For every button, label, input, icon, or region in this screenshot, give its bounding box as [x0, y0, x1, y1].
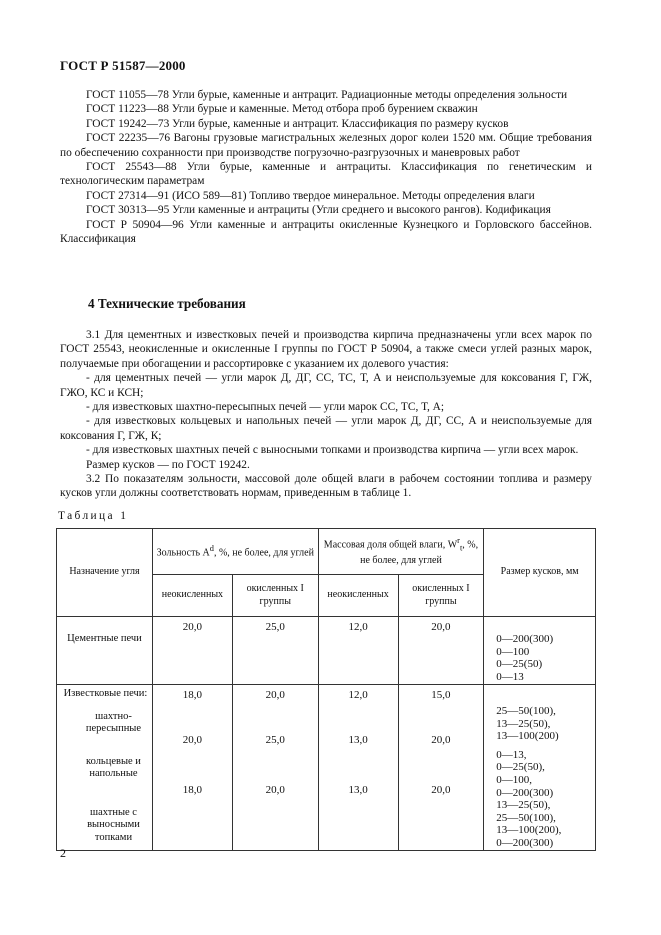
header-purpose: Назначение угля: [57, 529, 153, 617]
size-value: 0—200(300): [496, 836, 554, 849]
value: 25,0: [265, 733, 285, 746]
reference-item: ГОСТ 30313—95 Угли каменные и антрациты (Угли среднего и высокого рангов). Кодификация: [86, 204, 551, 217]
value: 20,0: [182, 733, 203, 746]
cell-ash-non: 20,0: [152, 617, 232, 685]
value: 18,0: [182, 784, 203, 796]
cell-moist-ox: [398, 685, 484, 851]
size-value: 25—50(100),: [496, 705, 556, 717]
cell-ash-non: [152, 685, 232, 851]
cell-sizes: [484, 685, 596, 851]
reference-item: ГОСТ 25543—88 Угли бурые, каменные и антрациты. Классификация по генетическим и технологическим параметрам: [60, 161, 592, 188]
value: 20,0: [265, 784, 285, 796]
paragraph: 3.2 По показателям зольности, массовой доле общей влаги в рабочем состоянии топлива и размеру кусков угли должны соответствовать нормам, приведенным в таблице 1.: [60, 473, 592, 500]
row-name: шахтные с выносными топками: [87, 806, 140, 843]
header-moisture-non-oxidized: неокисленных: [318, 575, 398, 617]
header-moisture-oxidized: окисленных I группы: [398, 575, 484, 617]
size-value: 25—50(100),: [496, 811, 556, 824]
normative-references: [60, 88, 592, 246]
size-value: 0—200(300): [496, 786, 554, 799]
section-title: 4 Технические требования: [88, 296, 246, 311]
size-value: 0—25(50),: [496, 761, 545, 774]
size-value: 0—25(50): [496, 658, 543, 671]
value: 13,0: [348, 733, 368, 746]
cell-moist-non: 12,0: [318, 617, 398, 685]
header-ash-oxidized: окисленных I группы: [232, 575, 318, 617]
value: 20,0: [265, 689, 285, 701]
value: 18,0: [182, 689, 203, 701]
table-caption: Таблица 1: [58, 510, 129, 522]
header-ash-prefix: Зольность A: [156, 547, 210, 559]
value: 15,0: [431, 689, 451, 701]
size-value: 0—13: [496, 670, 524, 683]
row-group-lime-kilns: [57, 685, 153, 851]
header-ash-suffix: , %, не более, для углей: [213, 547, 314, 559]
document-header: ГОСТ Р 51587—2000: [60, 58, 186, 73]
value: 20,0: [431, 784, 451, 796]
reference-item: ГОСТ 11055—78 Угли бурые, каменные и антрацит. Радиационные методы определения зольности: [86, 89, 568, 101]
cell-ash-ox: [232, 685, 318, 851]
coal-requirements-table: [56, 528, 596, 851]
header-moisture: [318, 529, 484, 575]
row-name: Цементные печи: [57, 617, 153, 685]
page-number: 2: [60, 846, 66, 860]
header-ash-sup: d: [209, 544, 214, 554]
size-value: 0—100,: [496, 773, 533, 786]
requirements-text: [60, 328, 592, 501]
reference-item: ГОСТ 27314—91 (ИСО 589—81) Топливо твердое минеральное. Методы определения влаги: [86, 189, 535, 202]
header-size: Размер кусков, мм: [484, 529, 596, 617]
paragraph: - для известковых шахтных печей с выносными топками и производства кирпича — угли всех марок.: [86, 444, 579, 457]
size-value: 0—100: [496, 645, 530, 658]
header-moisture-suffix: , %, не более, для углей: [360, 539, 479, 567]
reference-item: ГОСТ 22235—76 Вагоны грузовые магистральных железных дорог колеи 1520 мм. Общие требования по обеспечению сохранности при производстве погрузочно-разгрузочных и маневровых работ: [60, 132, 592, 159]
header-ash: [152, 529, 318, 575]
header-ash-non-oxidized: неокисленных: [152, 575, 232, 617]
size-value: 0—13,: [496, 748, 527, 761]
header-moisture-prefix: Массовая доля общей влаги, W: [323, 539, 458, 551]
row-name: шахтно-пересыпные: [85, 710, 142, 734]
table-row: [57, 685, 596, 851]
group-label: Известковые печи:: [63, 688, 148, 699]
value: 12,0: [348, 689, 368, 701]
paragraph: - для известковых кольцевых и напольных печей — угли марок Д, ДГ, СС, А и неиспользуемые для коксования Г, ГЖ, К;: [60, 415, 592, 442]
value: 20,0: [431, 733, 451, 746]
paragraph: 3.1 Для цементных и известковых печей и производства кирпича предназначены угли всех марок по ГОСТ 25543, неокисленные и окисленные I группы по ГОСТ Р 50904, а также смеси углей разных марок, получаемые при обогащении и рассортировке с указанием их долевого участия:: [60, 329, 592, 370]
cell-moist-ox: 20,0: [398, 617, 484, 685]
table-row: [57, 617, 596, 685]
size-value: 13—25(50),: [496, 799, 551, 812]
cell-sizes: [484, 617, 596, 685]
reference-item: ГОСТ 11223—88 Угли бурые и каменные. Метод отбора проб бурением скважин: [86, 103, 478, 116]
header-moisture-sub: t: [459, 543, 463, 553]
cell-moist-non: [318, 685, 398, 851]
size-value: 13—100(200),: [496, 824, 562, 837]
paragraph: Размер кусков — по ГОСТ 19242.: [86, 458, 250, 471]
value: 13,0: [348, 784, 368, 796]
reference-item: ГОСТ Р 50904—96 Угли каменные и антрациты окисленные Кузнецкого и Горловского бассейнов. Классификация: [60, 218, 592, 246]
row-name: кольцевые и напольные: [86, 755, 141, 779]
size-value: 13—25(50),: [496, 717, 551, 730]
size-value: 0—200(300): [496, 633, 554, 645]
paragraph: - для цементных печей — угли марок Д, ДГ, СС, ТС, Т, А и неиспользуемые для коксования Г, ГЖ, ГЖО, КС и КСН;: [60, 372, 592, 399]
header-moisture-sup: r: [457, 536, 460, 546]
size-value: 13—100(200): [496, 730, 559, 743]
paragraph: - для известковых шахтно-пересыпных печей — угли марок СС, ТС, Т, А;: [86, 401, 445, 414]
cell-ash-ox: 25,0: [232, 617, 318, 685]
reference-item: ГОСТ 19242—73 Угли бурые, каменные и антрацит. Классификация по размеру кусков: [86, 117, 509, 130]
